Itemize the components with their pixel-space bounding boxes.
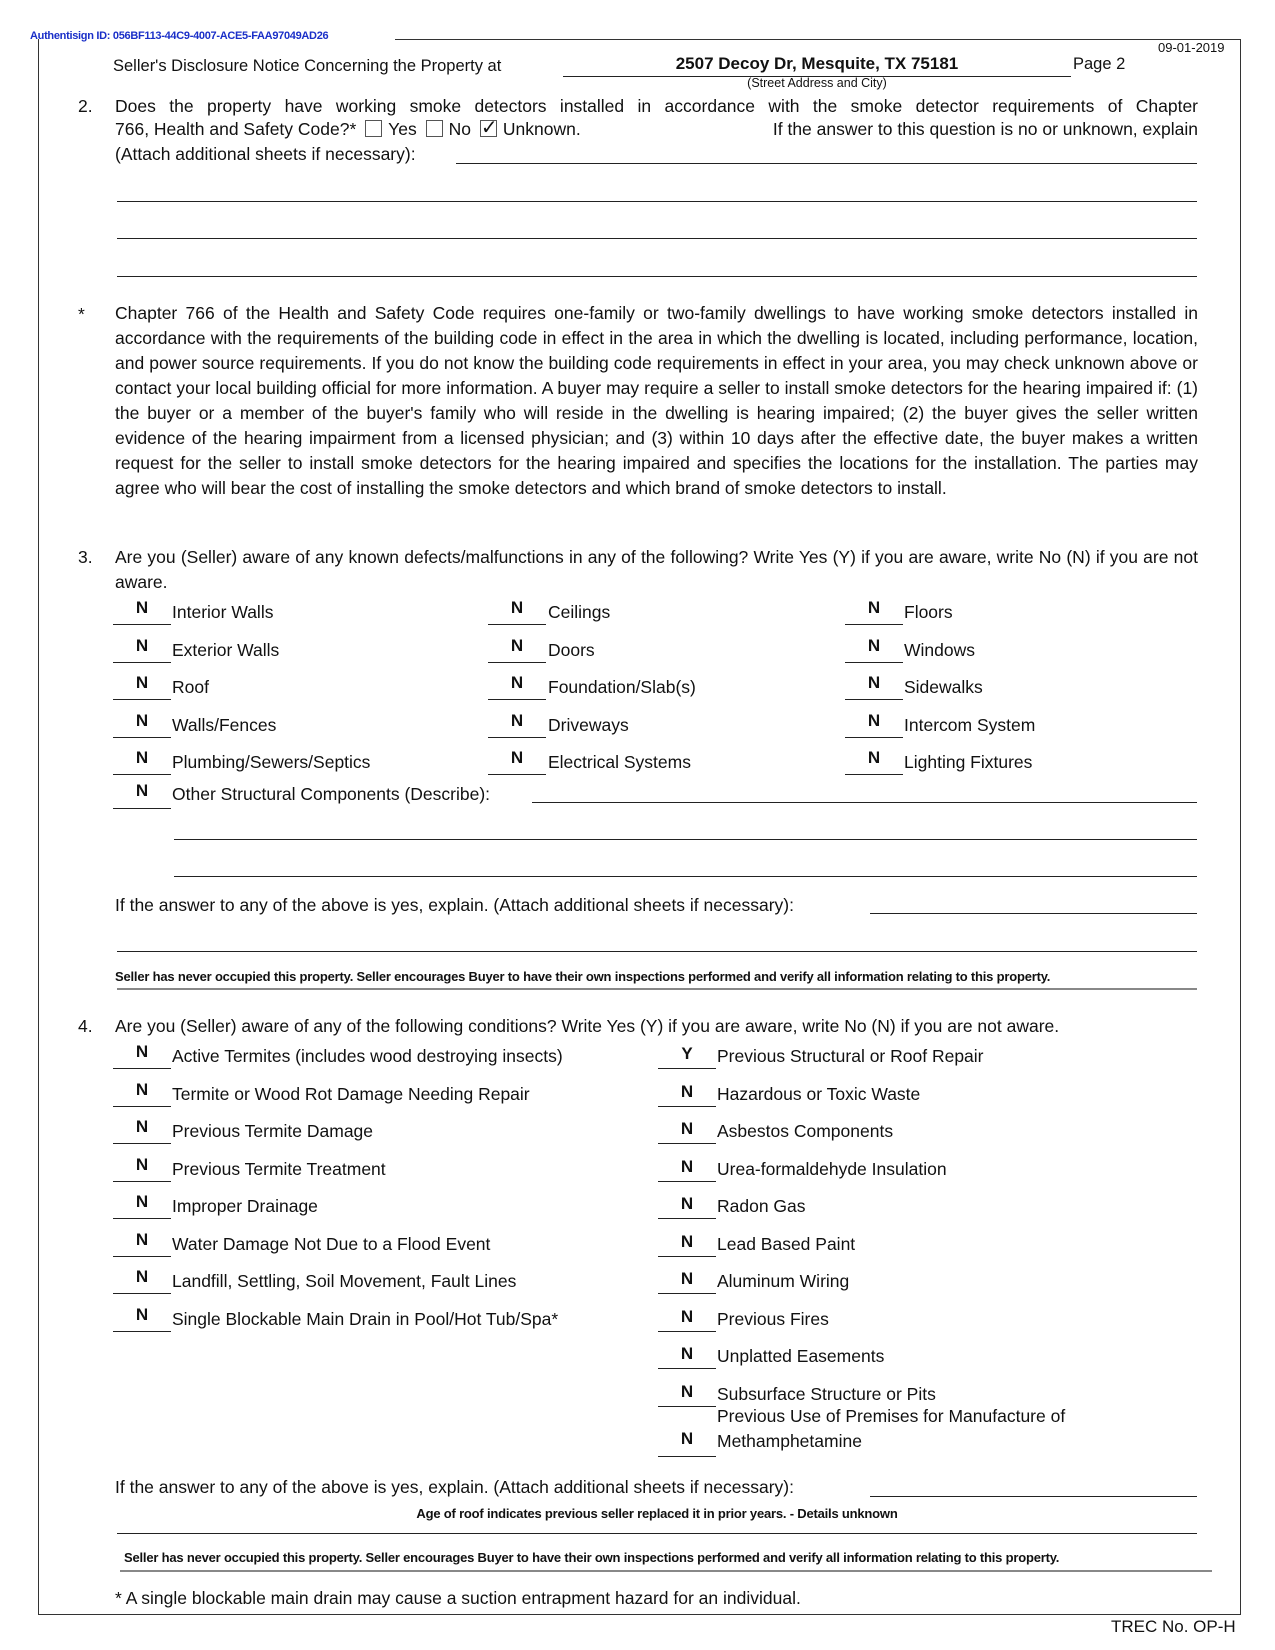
unknown-checkbox[interactable]	[480, 120, 497, 137]
yes-label: Yes	[388, 119, 417, 139]
item-label: Methamphetamine	[717, 1431, 862, 1451]
item-label: Lighting Fixtures	[904, 752, 1033, 772]
answer-blank	[658, 1331, 716, 1332]
q4-explanation-2[interactable]: Seller has never occupied this property. Seller encourages Buyer to have their own inspections performed and verify all information relating to this property.	[124, 1550, 1060, 1565]
item-label: Doors	[548, 640, 595, 660]
smoke-detector-footnote: Chapter 766 of the Health and Safety Code requires one-family or two-family dwellings to have working smoke detectors installed in accordance with the requirements of the building code in effect in the area in which the dwelling is located, including performance, location, and power source requirements. If you do not know the building code requirements in effect in your area, you may check unknown above or contact your local building official for more information. A buyer may require a seller to install smoke detectors for the hearing impaired if: (1) the buyer or a member of the buyer's family who will reside in the dwelling is hearing impaired; (2) the buyer gives the seller written evidence of the hearing impairment from a licensed physician; and (3) within 10 days after the effective date, the buyer makes a written request for the seller to install smoke detectors for the hearing impaired and specifies the locations for the installation. The parties may agree who will bear the cost of installing the smoke detectors and which brand of smoke detectors to install.	[115, 303, 1198, 498]
answer-blank	[113, 699, 171, 700]
answer-value[interactable]: N	[867, 711, 881, 730]
q4-question: Are you (Seller) aware of any of the following conditions? Write Yes (Y) if you are aware, write No (N) if you are not aware.	[115, 1016, 1060, 1036]
answer-blank	[488, 774, 546, 775]
answer-value[interactable]: N	[135, 1230, 149, 1249]
explain-line[interactable]	[117, 951, 1197, 952]
describe-line[interactable]	[174, 839, 1197, 840]
item-label: Unplatted Easements	[717, 1346, 885, 1366]
item-label: Electrical Systems	[548, 752, 691, 772]
item-label: Walls/Fences	[172, 715, 277, 735]
answer-value[interactable]: N	[135, 1042, 149, 1061]
item-label: Other Structural Components (Describe):	[172, 784, 491, 804]
item-label: Single Blockable Main Drain in Pool/Hot Tub/Spa*	[172, 1309, 559, 1329]
frame-border	[395, 39, 1241, 40]
answer-blank	[113, 1293, 171, 1294]
q2-instruction: If the answer to this question is no or unknown, explain	[772, 119, 1198, 139]
item-label: Previous Use of Premises for Manufacture of	[717, 1406, 1066, 1426]
answer-blank	[113, 1106, 171, 1107]
q3-explanation[interactable]: Seller has never occupied this property. Seller encourages Buyer to have their own inspections performed and verify all information relating to this property.	[115, 969, 1051, 984]
item-label: Lead Based Paint	[717, 1234, 856, 1254]
item-label: Previous Termite Treatment	[172, 1159, 386, 1179]
answer-value[interactable]: N	[680, 1119, 694, 1138]
item-label: Windows	[904, 640, 975, 660]
describe-line[interactable]	[174, 876, 1197, 877]
answer-blank	[845, 737, 903, 738]
footnote-mark: *	[78, 304, 85, 324]
explain-line[interactable]	[870, 1496, 1197, 1497]
answer-value[interactable]: N	[510, 673, 524, 692]
item-label: Ceilings	[548, 602, 611, 622]
page-number: Page 2	[1073, 55, 1126, 73]
answer-value[interactable]: N	[135, 781, 149, 800]
question-number: 3.	[78, 547, 93, 567]
answer-value[interactable]: N	[680, 1157, 694, 1176]
item-label: Previous Termite Damage	[172, 1121, 374, 1141]
answer-blank	[845, 624, 903, 625]
answer-value[interactable]: N	[135, 1155, 149, 1174]
address-caption: (Street Address and City)	[747, 76, 887, 90]
answer-value[interactable]: N	[135, 673, 149, 692]
answer-value[interactable]: N	[135, 1305, 149, 1324]
describe-line[interactable]	[532, 802, 1197, 803]
answer-blank	[488, 662, 546, 663]
explain-line[interactable]	[117, 238, 1197, 239]
item-label: Asbestos Components	[717, 1121, 894, 1141]
drain-footnote: * A single blockable main drain may cause a suction entrapment hazard for an individual.	[115, 1588, 801, 1608]
q2-options: 766, Health and Safety Code?* Yes No ✓ Unknown.	[115, 119, 581, 140]
frame-border	[1240, 39, 1241, 1614]
item-label: Roof	[172, 677, 209, 697]
item-label: Interior Walls	[172, 602, 274, 622]
answer-blank	[488, 699, 546, 700]
q2-line1: Does the property have working smoke detectors installed in accordance with the smoke detector requirements of Chapter	[115, 96, 1198, 116]
answer-blank	[658, 1368, 716, 1369]
answer-blank	[113, 1068, 171, 1069]
answer-blank	[658, 1068, 716, 1069]
question-number: 2.	[78, 96, 93, 116]
answer-blank	[845, 774, 903, 775]
answer-value[interactable]: N	[510, 598, 524, 617]
header-label: Seller's Disclosure Notice Concerning the Property at	[113, 57, 502, 75]
explain-line[interactable]	[870, 913, 1197, 914]
answer-blank	[113, 1218, 171, 1219]
form-id: TREC No. OP-H	[1111, 1617, 1236, 1636]
explain-line[interactable]	[117, 201, 1197, 202]
answer-value[interactable]: N	[510, 636, 524, 655]
answer-value[interactable]: N	[680, 1232, 694, 1251]
form-date: 09-01-2019	[1158, 40, 1225, 55]
item-label: Subsurface Structure or Pits	[717, 1384, 936, 1404]
no-checkbox[interactable]	[426, 120, 443, 137]
yes-checkbox[interactable]	[365, 120, 382, 137]
answer-value[interactable]: N	[680, 1382, 694, 1401]
item-label: Previous Structural or Roof Repair	[717, 1046, 984, 1066]
item-label: Sidewalks	[904, 677, 983, 697]
explain-line[interactable]	[117, 276, 1197, 277]
item-label: Landfill, Settling, Soil Movement, Fault Lines	[172, 1271, 517, 1291]
item-label: Intercom System	[904, 715, 1036, 735]
answer-value[interactable]: N	[135, 1267, 149, 1286]
answer-value[interactable]: N	[680, 1307, 694, 1326]
answer-value[interactable]: N	[135, 598, 149, 617]
answer-blank	[113, 808, 171, 809]
answer-value[interactable]: N	[867, 598, 881, 617]
item-label: Radon Gas	[717, 1196, 806, 1216]
answer-blank	[658, 1293, 716, 1294]
answer-value[interactable]: N	[510, 748, 524, 767]
answer-blank	[845, 662, 903, 663]
answer-value[interactable]: N	[680, 1344, 694, 1363]
answer-blank	[113, 774, 171, 775]
answer-value[interactable]: N	[135, 748, 149, 767]
answer-blank	[113, 1331, 171, 1332]
answer-value[interactable]: N	[867, 748, 881, 767]
answer-blank	[658, 1143, 716, 1144]
item-label: Floors	[904, 602, 953, 622]
answer-blank	[488, 737, 546, 738]
answer-blank	[113, 737, 171, 738]
unknown-label: Unknown.	[502, 119, 581, 139]
q4-explanation-1[interactable]: Age of roof indicates previous seller replaced it in prior years. - Details unknown	[416, 1506, 898, 1521]
q3-question: Are you (Seller) aware of any known defects/malfunctions in any of the following? Write Yes (Y) if you are aware, write No (N) if you are not aware.	[115, 547, 1198, 592]
answer-value[interactable]: N	[135, 1080, 149, 1099]
explain-line	[117, 988, 1197, 990]
answer-value[interactable]: N	[867, 673, 881, 692]
item-label: Foundation/Slab(s)	[548, 677, 696, 697]
answer-value[interactable]: N	[680, 1082, 694, 1101]
answer-value[interactable]: N	[867, 636, 881, 655]
frame-border	[38, 39, 39, 1614]
no-label: No	[448, 119, 471, 139]
item-label: Active Termites (includes wood destroying insects)	[172, 1046, 563, 1066]
answer-value[interactable]: N	[680, 1269, 694, 1288]
q2-line2	[115, 119, 1198, 140]
answer-blank	[658, 1106, 716, 1107]
answer-blank	[658, 1406, 716, 1407]
answer-blank	[113, 624, 171, 625]
answer-blank	[113, 1181, 171, 1182]
answer-blank	[113, 662, 171, 663]
answer-value[interactable]: N	[510, 711, 524, 730]
answer-blank	[658, 1181, 716, 1182]
answer-blank	[488, 624, 546, 625]
question-number: 4.	[78, 1016, 93, 1036]
frame-border	[38, 1614, 1241, 1615]
item-label: Driveways	[548, 715, 629, 735]
q3-explain-label: If the answer to any of the above is yes, explain. (Attach additional sheets if necessary):	[115, 895, 794, 915]
item-label: Plumbing/Sewers/Septics	[172, 752, 371, 772]
item-label: Aluminum Wiring	[717, 1271, 850, 1291]
answer-blank	[113, 1143, 171, 1144]
answer-value[interactable]: N	[680, 1429, 694, 1448]
answer-blank	[658, 1256, 716, 1257]
explain-line[interactable]	[117, 1533, 1197, 1534]
answer-blank	[113, 1256, 171, 1257]
q2-attach: (Attach additional sheets if necessary):	[115, 144, 416, 164]
item-label: Termite or Wood Rot Damage Needing Repair	[172, 1084, 530, 1104]
explain-line	[120, 1570, 1212, 1572]
answer-blank	[845, 699, 903, 700]
answer-value[interactable]: N	[135, 1192, 149, 1211]
answer-blank	[658, 1456, 716, 1457]
item-label: Water Damage Not Due to a Flood Event	[172, 1234, 491, 1254]
answer-value[interactable]: N	[135, 636, 149, 655]
item-label: Previous Fires	[717, 1309, 829, 1329]
answer-blank	[658, 1218, 716, 1219]
answer-value[interactable]: N	[680, 1194, 694, 1213]
item-label: Urea-formaldehyde Insulation	[717, 1159, 947, 1179]
property-address[interactable]: 2507 Decoy Dr, Mesquite, TX 75181	[675, 54, 959, 73]
q4-explain-label: If the answer to any of the above is yes, explain. (Attach additional sheets if necessary):	[115, 1477, 794, 1497]
answer-value[interactable]: N	[135, 711, 149, 730]
item-label: Exterior Walls	[172, 640, 280, 660]
item-label: Improper Drainage	[172, 1196, 318, 1216]
answer-value[interactable]: Y	[681, 1044, 693, 1063]
explain-line[interactable]	[456, 163, 1197, 164]
item-label: Hazardous or Toxic Waste	[717, 1084, 921, 1104]
answer-value[interactable]: N	[135, 1117, 149, 1136]
authentisign-id: Authentisign ID: 056BF113-44C9-4007-ACE5-FAA97049AD26	[30, 30, 329, 42]
